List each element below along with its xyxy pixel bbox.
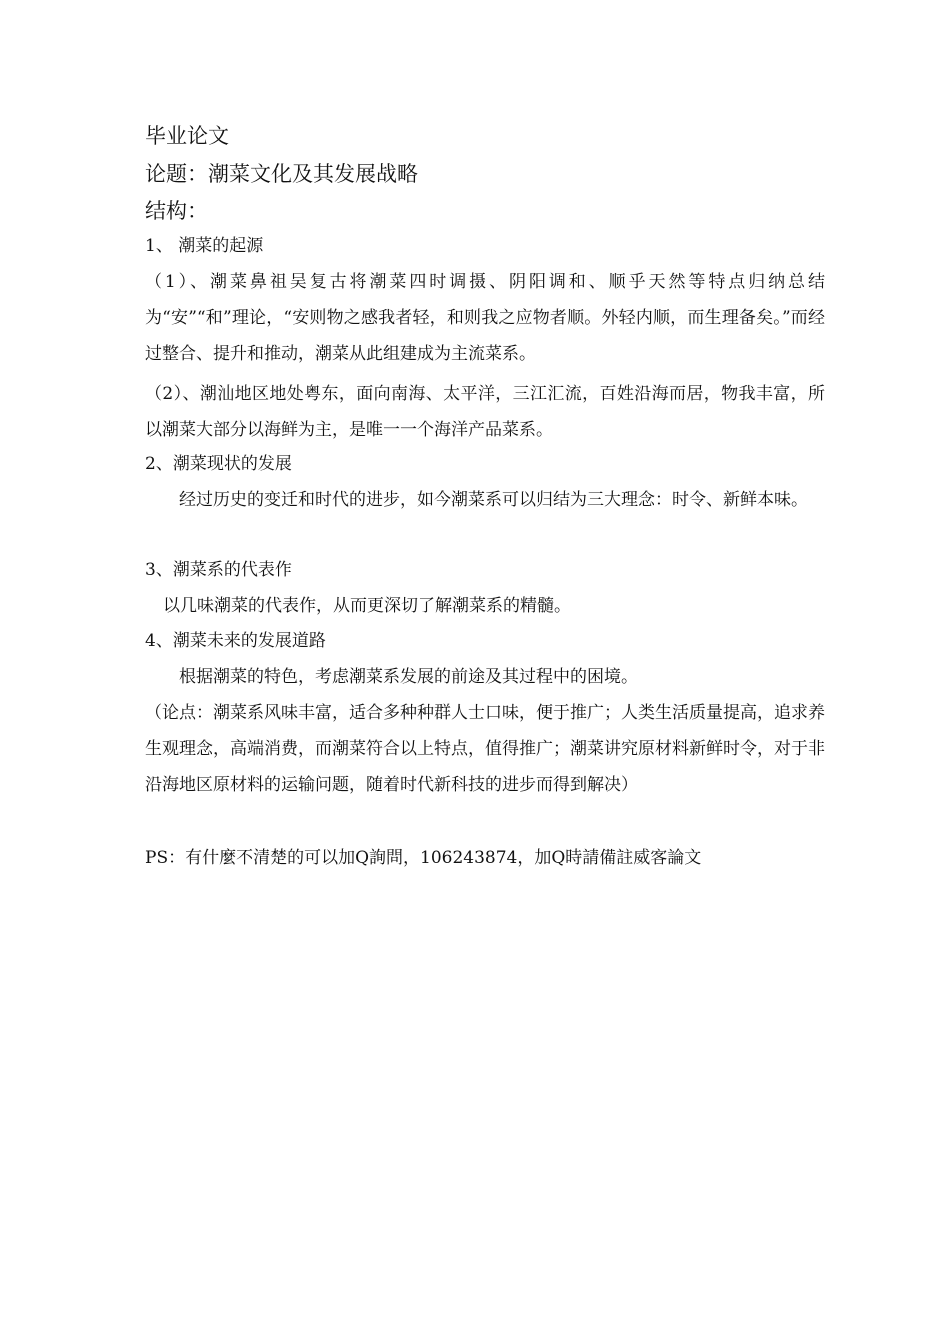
section-2-title: 2、潮菜现状的发展 xyxy=(145,454,292,474)
section-2-paragraph-1: 经过历史的变迁和时代的进步，如今潮菜系可以归结为三大理念：时令、新鲜本味。 xyxy=(179,490,808,510)
document-topic: 论题：潮菜文化及其发展战略 xyxy=(145,162,418,186)
section-1-paragraph-2: （2）、潮汕地区地处粤东，面向南海、太平洋，三江汇流，百姓沿海而居，物我丰富，所以潮菜大部分以海鲜为主，是唯一一个海洋产品菜系。 xyxy=(145,384,825,440)
document-heading: 毕业论文 xyxy=(145,124,229,148)
section-4-title: 4、潮菜未来的发展道路 xyxy=(145,631,326,651)
section-1-paragraph-1: （1）、潮菜鼻祖吴复古将潮菜四时调摄、阴阳调和、顺乎天然等特点归纳总结为“安”“和”理论，“安则物之感我者轻，和则我之应物者顺。外轻内顺，而生理备矣。”而经过整合、提升和推动，潮菜从此组建成为主流菜系。 xyxy=(145,272,825,364)
section-1-title: 1、 潮菜的起源 xyxy=(145,236,264,256)
section-3-paragraph-1: 以几味潮菜的代表作，从而更深切了解潮菜系的精髓。 xyxy=(163,596,571,616)
document-structure-label: 结构： xyxy=(145,199,208,223)
section-3-title: 3、潮菜系的代表作 xyxy=(145,560,292,580)
section-4-paragraph-1: 根据潮菜的特色，考虑潮菜系发展的前途及其过程中的困境。 xyxy=(179,667,638,687)
section-4-paragraph-2: （论点：潮菜系风味丰富，适合多种种群人士口味，便于推广；人类生活质量提高，追求养生观理念，高端消费，而潮菜符合以上特点，值得推广；潮菜讲究原材料新鲜时令，对于非沿海地区原材料的运输问题，随着时代新科技的进步而得到解决） xyxy=(145,703,825,795)
ps-note: PS：有什麼不清楚的可以加Q詢問，106243874，加Q時請備註威客論文 xyxy=(145,848,702,868)
